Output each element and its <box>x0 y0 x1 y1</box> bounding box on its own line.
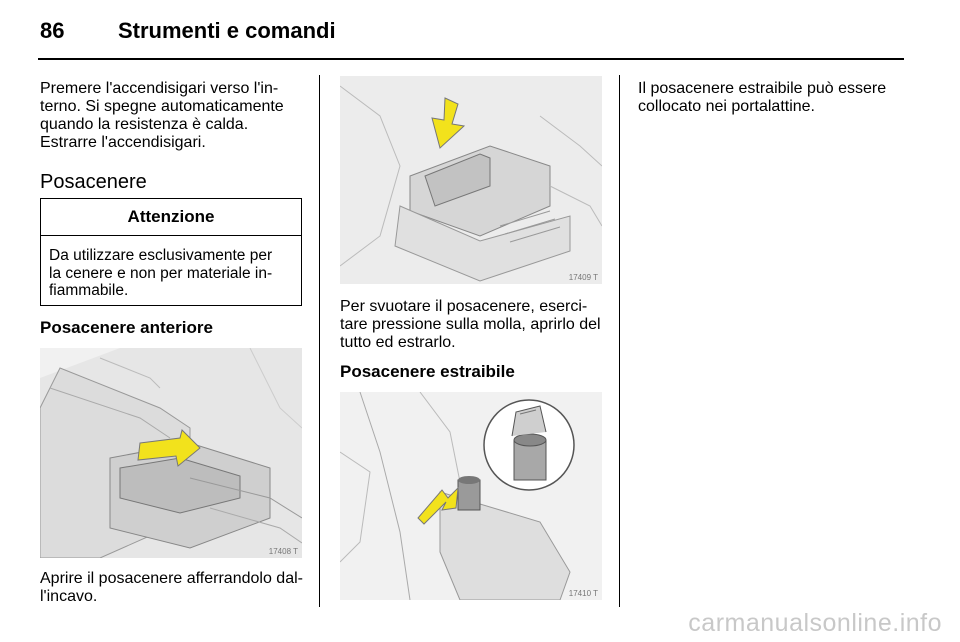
removal-caption <box>340 298 610 352</box>
caption-line: Aprire il posacenere afferrandolo dal- <box>40 570 303 587</box>
intro-paragraph <box>40 80 310 152</box>
front-ashtray-caption <box>40 570 315 606</box>
figure-ashtray-removal <box>340 76 602 284</box>
removable-ashtray-illustration <box>340 392 602 600</box>
figure-removable-ashtray <box>340 392 602 600</box>
figure-code: 17409 T <box>568 273 598 282</box>
intro-line: Estrarre l'accendisigari. <box>40 134 206 151</box>
column-divider-1 <box>319 75 320 607</box>
warning-line: Da utilizzare esclusivamente per <box>49 247 273 264</box>
page-title: Strumenti e comandi <box>118 18 336 43</box>
header-rule <box>38 58 904 60</box>
caption-line: tutto ed estrarlo. <box>340 334 456 351</box>
page-number: 86 <box>40 18 65 43</box>
caption-line: Per svuotare il posacenere, eserci- <box>340 298 588 315</box>
column-divider-2 <box>619 75 620 607</box>
ashtray-removal-illustration <box>340 76 602 284</box>
caption-line: tare pressione sulla molla, aprirlo del <box>340 316 601 333</box>
warning-box <box>40 198 302 306</box>
subsection-title-anteriore: Posacenere anteriore <box>40 318 213 337</box>
front-ashtray-illustration <box>40 348 302 558</box>
col3-line: Il posacenere estraibile può essere <box>638 80 887 97</box>
figure-code: 17410 T <box>568 589 598 598</box>
section-title-posacenere: Posacenere <box>40 171 147 193</box>
warning-line: fiammabile. <box>49 282 129 299</box>
col3-line: collocato nei portalattine. <box>638 98 815 115</box>
intro-line: terno. Si spegne automaticamente <box>40 98 284 115</box>
figure-front-ashtray <box>40 348 302 558</box>
figure-code: 17408 T <box>268 547 298 556</box>
intro-line: Premere l'accendisigari verso l'in- <box>40 80 279 97</box>
warning-title: Attenzione <box>41 199 301 236</box>
intro-line: quando la resistenza è calda. <box>40 116 249 133</box>
caption-line: l'incavo. <box>40 588 98 605</box>
col3-paragraph <box>638 80 908 116</box>
warning-line: la cenere e non per materiale in- <box>49 264 273 282</box>
watermark: carmanualsonline.info <box>688 609 942 637</box>
warning-body <box>49 247 295 300</box>
subsection-title-estraibile: Posacenere estraibile <box>340 362 515 381</box>
